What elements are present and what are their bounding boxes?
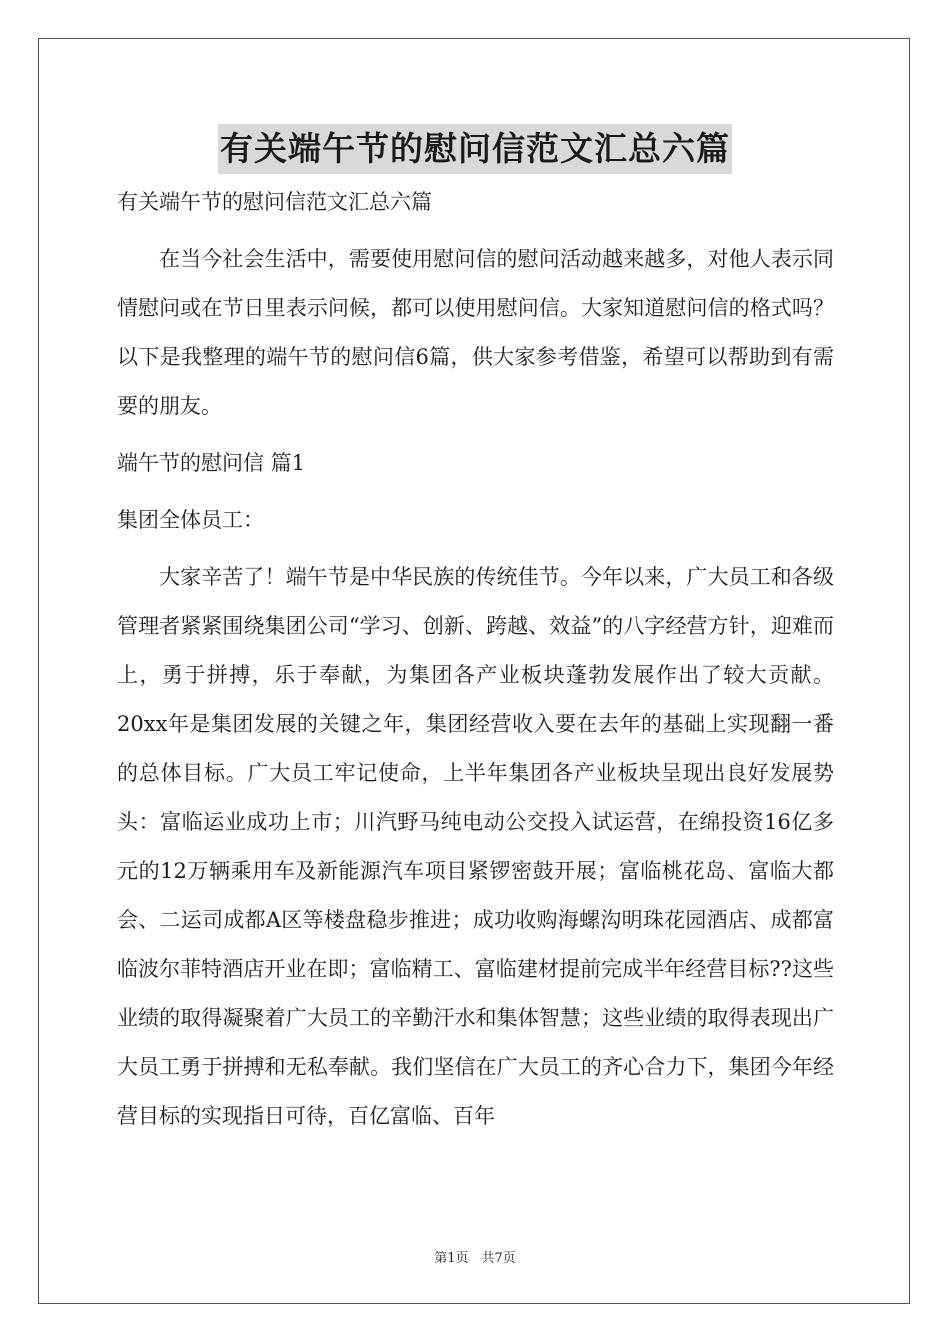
document-body [117, 178, 834, 1141]
document-subtitle: 有关端午节的慰问信范文汇总六篇 [117, 190, 432, 214]
page-footer: 第1页 共7页 [434, 1251, 516, 1266]
document-title: 有关端午节的慰问信范文汇总六篇 [218, 124, 732, 174]
intro-paragraph: 在当今社会生活中，需要使用慰问信的慰问活动越来越多，对他人表示同情慰问或在节日里表示问候，都可以使用慰问信。大家知道慰问信的格式吗？以下是我整理的端午节的慰问信6篇，供大家参考借鉴，希望可以帮助到有需要的朋友。 [117, 247, 834, 418]
section-heading: 端午节的慰问信 篇1 [117, 451, 306, 475]
title-container [0, 124, 950, 174]
salutation: 集团全体员工： [117, 508, 264, 532]
body-paragraph: 大家辛苦了！端午节是中华民族的传统佳节。今年以来，广大员工和各级管理者紧紧围绕集团公司“学习、创新、跨越、效益”的八字经营方针，迎难而上，勇于拼搏，乐于奉献，为集团各产业板块蓬勃发展作出了较大贡献。20xx年是集团发展的关键之年，集团经营收入要在去年的基础上实现翻一番的总体目标。广大员工牢记使命，上半年集团各产业板块呈现出良好发展势头：富临运业成功上市；川汽野马纯电动公交投入试运营，在绵投资16亿多元的12万辆乘用车及新能源汽车项目紧锣密鼓开展；富临桃花岛、富临大都会、二运司成都A区等楼盘稳步推进；成功收购海螺沟明珠花园酒店、成都富临波尔菲特酒店开业在即；富临精工、富临建材提前完成半年经营目标??这些业绩的取得凝聚着广大员工的辛勤汗水和集体智慧；这些业绩的取得表现出广大员工勇于拼搏和无私奉献。我们坚信在广大员工的齐心合力下，集团今年经营目标的实现指日可待，百亿富临、百年 [117, 565, 834, 1128]
